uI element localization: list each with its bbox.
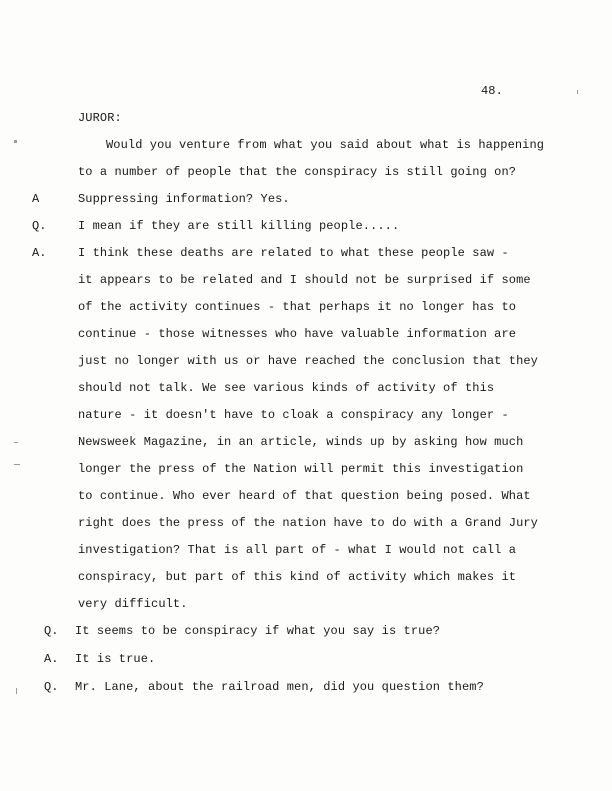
- page-number: 48.: [481, 84, 503, 98]
- scan-speck: [577, 90, 578, 94]
- transcript-line: of the activity continues - that perhaps it no longer has to: [78, 300, 517, 314]
- transcript-line: right does the press of the nation have to do with a Grand Jury: [78, 516, 538, 530]
- transcript-line: to a number of people that the conspiracy is still going on?: [78, 165, 517, 179]
- transcript-line: should not talk. We see various kinds of activity of this: [78, 381, 495, 395]
- transcript-line: Newsweek Magazine, in an article, winds up by asking how much: [78, 435, 524, 449]
- transcript-line: longer the press of the Nation will permit this investigation: [78, 462, 524, 476]
- transcript-line: investigation? That is all part of - what I would not call a: [78, 543, 517, 557]
- transcript-line: just no longer with us or have reached the conclusion that they: [78, 354, 538, 368]
- scan-speck: [14, 464, 20, 465]
- transcript-line: It seems to be conspiracy if what you say is true?: [75, 624, 441, 638]
- speaker-label: A.: [44, 652, 59, 666]
- scan-speck: [16, 688, 17, 694]
- speaker-label: A: [32, 192, 40, 206]
- scan-speck: [14, 140, 17, 143]
- transcript-line: Would you venture from what you said about what is happening: [106, 138, 545, 152]
- transcript-line: it appears to be related and I should not be surprised if some: [78, 273, 531, 287]
- transcript-line: very difficult.: [78, 597, 188, 611]
- scan-speck: [14, 442, 18, 443]
- transcript-line: to continue. Who ever heard of that question being posed. What: [78, 489, 531, 503]
- transcript-line: Mr. Lane, about the railroad men, did you question them?: [75, 680, 484, 694]
- transcript-line: I mean if they are still killing people.....: [78, 219, 400, 233]
- speaker-label: A.: [32, 246, 47, 260]
- transcript-line: It is true.: [75, 652, 156, 666]
- speaker-label: Q.: [44, 624, 59, 638]
- speaker-label: Q.: [44, 680, 59, 694]
- transcript-line: I think these deaths are related to what these people saw -: [78, 246, 509, 260]
- speaker-label: Q.: [32, 219, 47, 233]
- speaker-heading: JUROR:: [78, 111, 122, 125]
- transcript-line: nature - it doesn't have to cloak a conspiracy any longer -: [78, 408, 509, 422]
- transcript-line: conspiracy, but part of this kind of activity which makes it: [78, 570, 517, 584]
- transcript-line: continue - those witnesses who have valuable information are: [78, 327, 517, 341]
- transcript-line: Suppressing information? Yes.: [78, 192, 290, 206]
